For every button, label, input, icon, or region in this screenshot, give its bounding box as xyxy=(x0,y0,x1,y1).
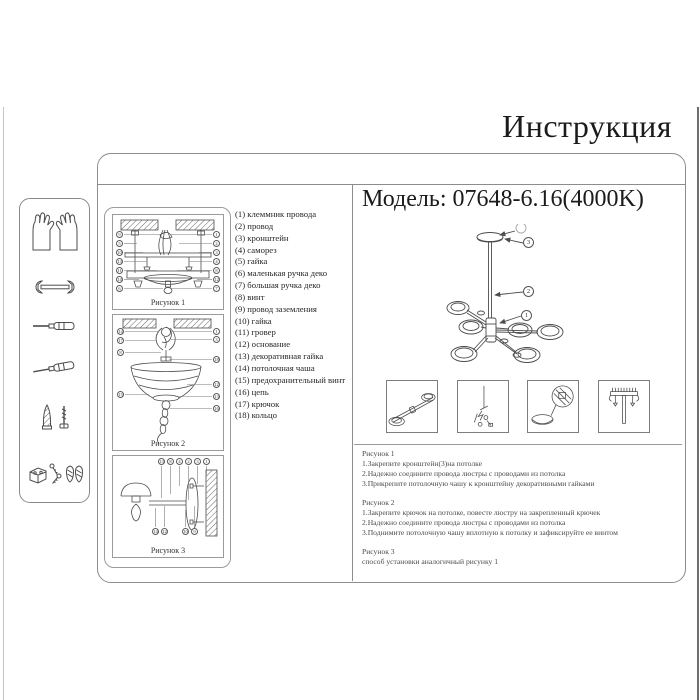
model-heading: Модель: 07648-6.16(4000K) xyxy=(362,186,644,212)
chandelier-illustration xyxy=(395,224,625,376)
screwdriver-icon xyxy=(31,320,79,332)
page-title: Инструкция xyxy=(502,108,672,144)
page-scan-left-edge xyxy=(3,107,4,700)
callout: 9 xyxy=(116,231,123,238)
callout: 11 xyxy=(117,268,122,273)
left-pane xyxy=(98,185,353,581)
part-item: (15) предохранительный винт xyxy=(235,374,346,385)
callout: 10 xyxy=(183,529,188,534)
part-item: (7) большая ручка деко xyxy=(235,280,321,291)
figure-1-drawing xyxy=(113,215,223,309)
callout: 12 xyxy=(162,529,167,534)
callout: 14 xyxy=(118,329,123,334)
part-item: (14) потолочная чаша xyxy=(235,362,315,373)
figure-2 xyxy=(112,314,224,451)
instruction-block-2 xyxy=(362,498,682,538)
callout: 10 xyxy=(117,250,122,255)
chandelier-callout: 3 xyxy=(523,237,534,248)
callout: 16 xyxy=(214,406,219,411)
callout: 3 xyxy=(194,458,201,465)
callout: 5 xyxy=(116,240,123,247)
callout: 13 xyxy=(159,459,164,464)
callout: 13 xyxy=(117,259,122,264)
instruction-block-3 xyxy=(362,547,682,567)
callout: 18 xyxy=(214,357,219,362)
gloves-icon xyxy=(29,211,81,253)
instruction-heading: Рисунок 2 xyxy=(362,498,395,507)
callout: 15 xyxy=(118,392,123,397)
detail-box-bracket xyxy=(598,380,650,433)
callout: 17 xyxy=(118,338,123,343)
part-item: (5) гайка xyxy=(235,256,268,267)
detail-box-cup xyxy=(527,380,579,433)
part-item: (4) саморез xyxy=(235,244,277,255)
callout: 4 xyxy=(176,458,183,465)
figure-3 xyxy=(112,455,224,558)
callout: 3 xyxy=(213,336,220,343)
callout: 6 xyxy=(116,285,123,292)
instruction-step: 3.Поднимите потолочную чашу вплотную к потолку и зафиксируйте ее винтом xyxy=(362,528,618,537)
figure-2-drawing xyxy=(113,315,223,450)
part-item: (11) гровер xyxy=(235,327,276,338)
callout: 1 xyxy=(213,328,220,335)
detail-box-wiring xyxy=(457,380,509,433)
callout: 14 xyxy=(117,277,122,282)
figures-panel xyxy=(104,207,231,568)
figure-3-caption: Рисунок 3 xyxy=(150,546,186,555)
instruction-step: 3.Прикрепите потолочную чашу к кронштейну декоративными гайками xyxy=(362,479,595,488)
main-panel-header xyxy=(98,154,685,185)
fasteners-set-icon xyxy=(26,460,84,488)
part-item: (9) провод заземления xyxy=(235,303,317,314)
awl-screwdriver-icon xyxy=(31,357,79,379)
part-item: (10) гайка xyxy=(235,315,272,326)
figure-1-caption: Рисунок 1 xyxy=(150,298,186,307)
callout: 12 xyxy=(214,382,219,387)
callout: 9 xyxy=(191,528,198,535)
callout: 13 xyxy=(214,394,219,399)
callout: 8 xyxy=(117,349,124,356)
callout: 8 xyxy=(213,267,220,274)
page-scan-right-edge xyxy=(697,107,699,700)
instruction-step: способ установки аналогичный рисунку 1 xyxy=(362,557,499,566)
right-pane xyxy=(354,185,685,581)
parts-list xyxy=(235,209,353,422)
callout: 14 xyxy=(153,529,158,534)
callout: 2 xyxy=(213,240,220,247)
part-item: (1) клеммник провода xyxy=(235,209,317,219)
chandelier-callout: 1 xyxy=(521,310,532,321)
callout: 3 xyxy=(213,249,220,256)
part-item: (17) крючок xyxy=(235,398,280,409)
installation-instructions xyxy=(354,444,682,576)
part-item: (18) кольцо xyxy=(235,410,277,421)
callout: 2 xyxy=(185,458,192,465)
chandelier-callout: 2 xyxy=(523,286,534,297)
instruction-step: 2.Надежно соедините провода люстры с проводами из потолка xyxy=(362,518,566,527)
callout: 8 xyxy=(167,458,174,465)
part-item: (16) цепь xyxy=(235,386,269,397)
instruction-heading: Рисунок 3 xyxy=(362,547,395,556)
instruction-step: 1.Закрепите крючок на потолке, повесте люстру на закрепленный крючек xyxy=(362,508,601,517)
callout: 12 xyxy=(214,277,219,282)
dowel-and-screw-icon xyxy=(36,403,74,435)
callout: 4 xyxy=(213,258,220,265)
wrench-icon xyxy=(30,278,80,296)
tools-sidebar xyxy=(19,198,90,503)
callout: 1 xyxy=(203,458,210,465)
callout: 7 xyxy=(213,285,220,292)
figure-3-drawing xyxy=(113,456,223,557)
part-item: (2) провод xyxy=(235,220,274,231)
part-item: (12) основание xyxy=(235,339,291,350)
instruction-block-1 xyxy=(362,449,682,489)
figure-1 xyxy=(112,214,224,310)
instruction-heading: Рисунок 1 xyxy=(362,449,395,458)
part-item: (13) декоративная гайка xyxy=(235,351,324,362)
part-item: (8) винт xyxy=(235,291,265,302)
figure-2-caption: Рисунок 2 xyxy=(150,439,186,448)
part-item: (3) кронштейн xyxy=(235,232,289,243)
part-item: (6) маленькая ручка деко xyxy=(235,268,328,279)
detail-box-arm xyxy=(386,380,438,433)
instruction-step: 2.Надежно соедините провода люстры с проводами из потолка xyxy=(362,469,566,478)
callout: 1 xyxy=(213,231,220,238)
instruction-step: 1.Закрепите кронштейн(3)на потолке xyxy=(362,459,482,468)
main-panel xyxy=(97,153,686,583)
main-panel-body xyxy=(98,185,685,581)
